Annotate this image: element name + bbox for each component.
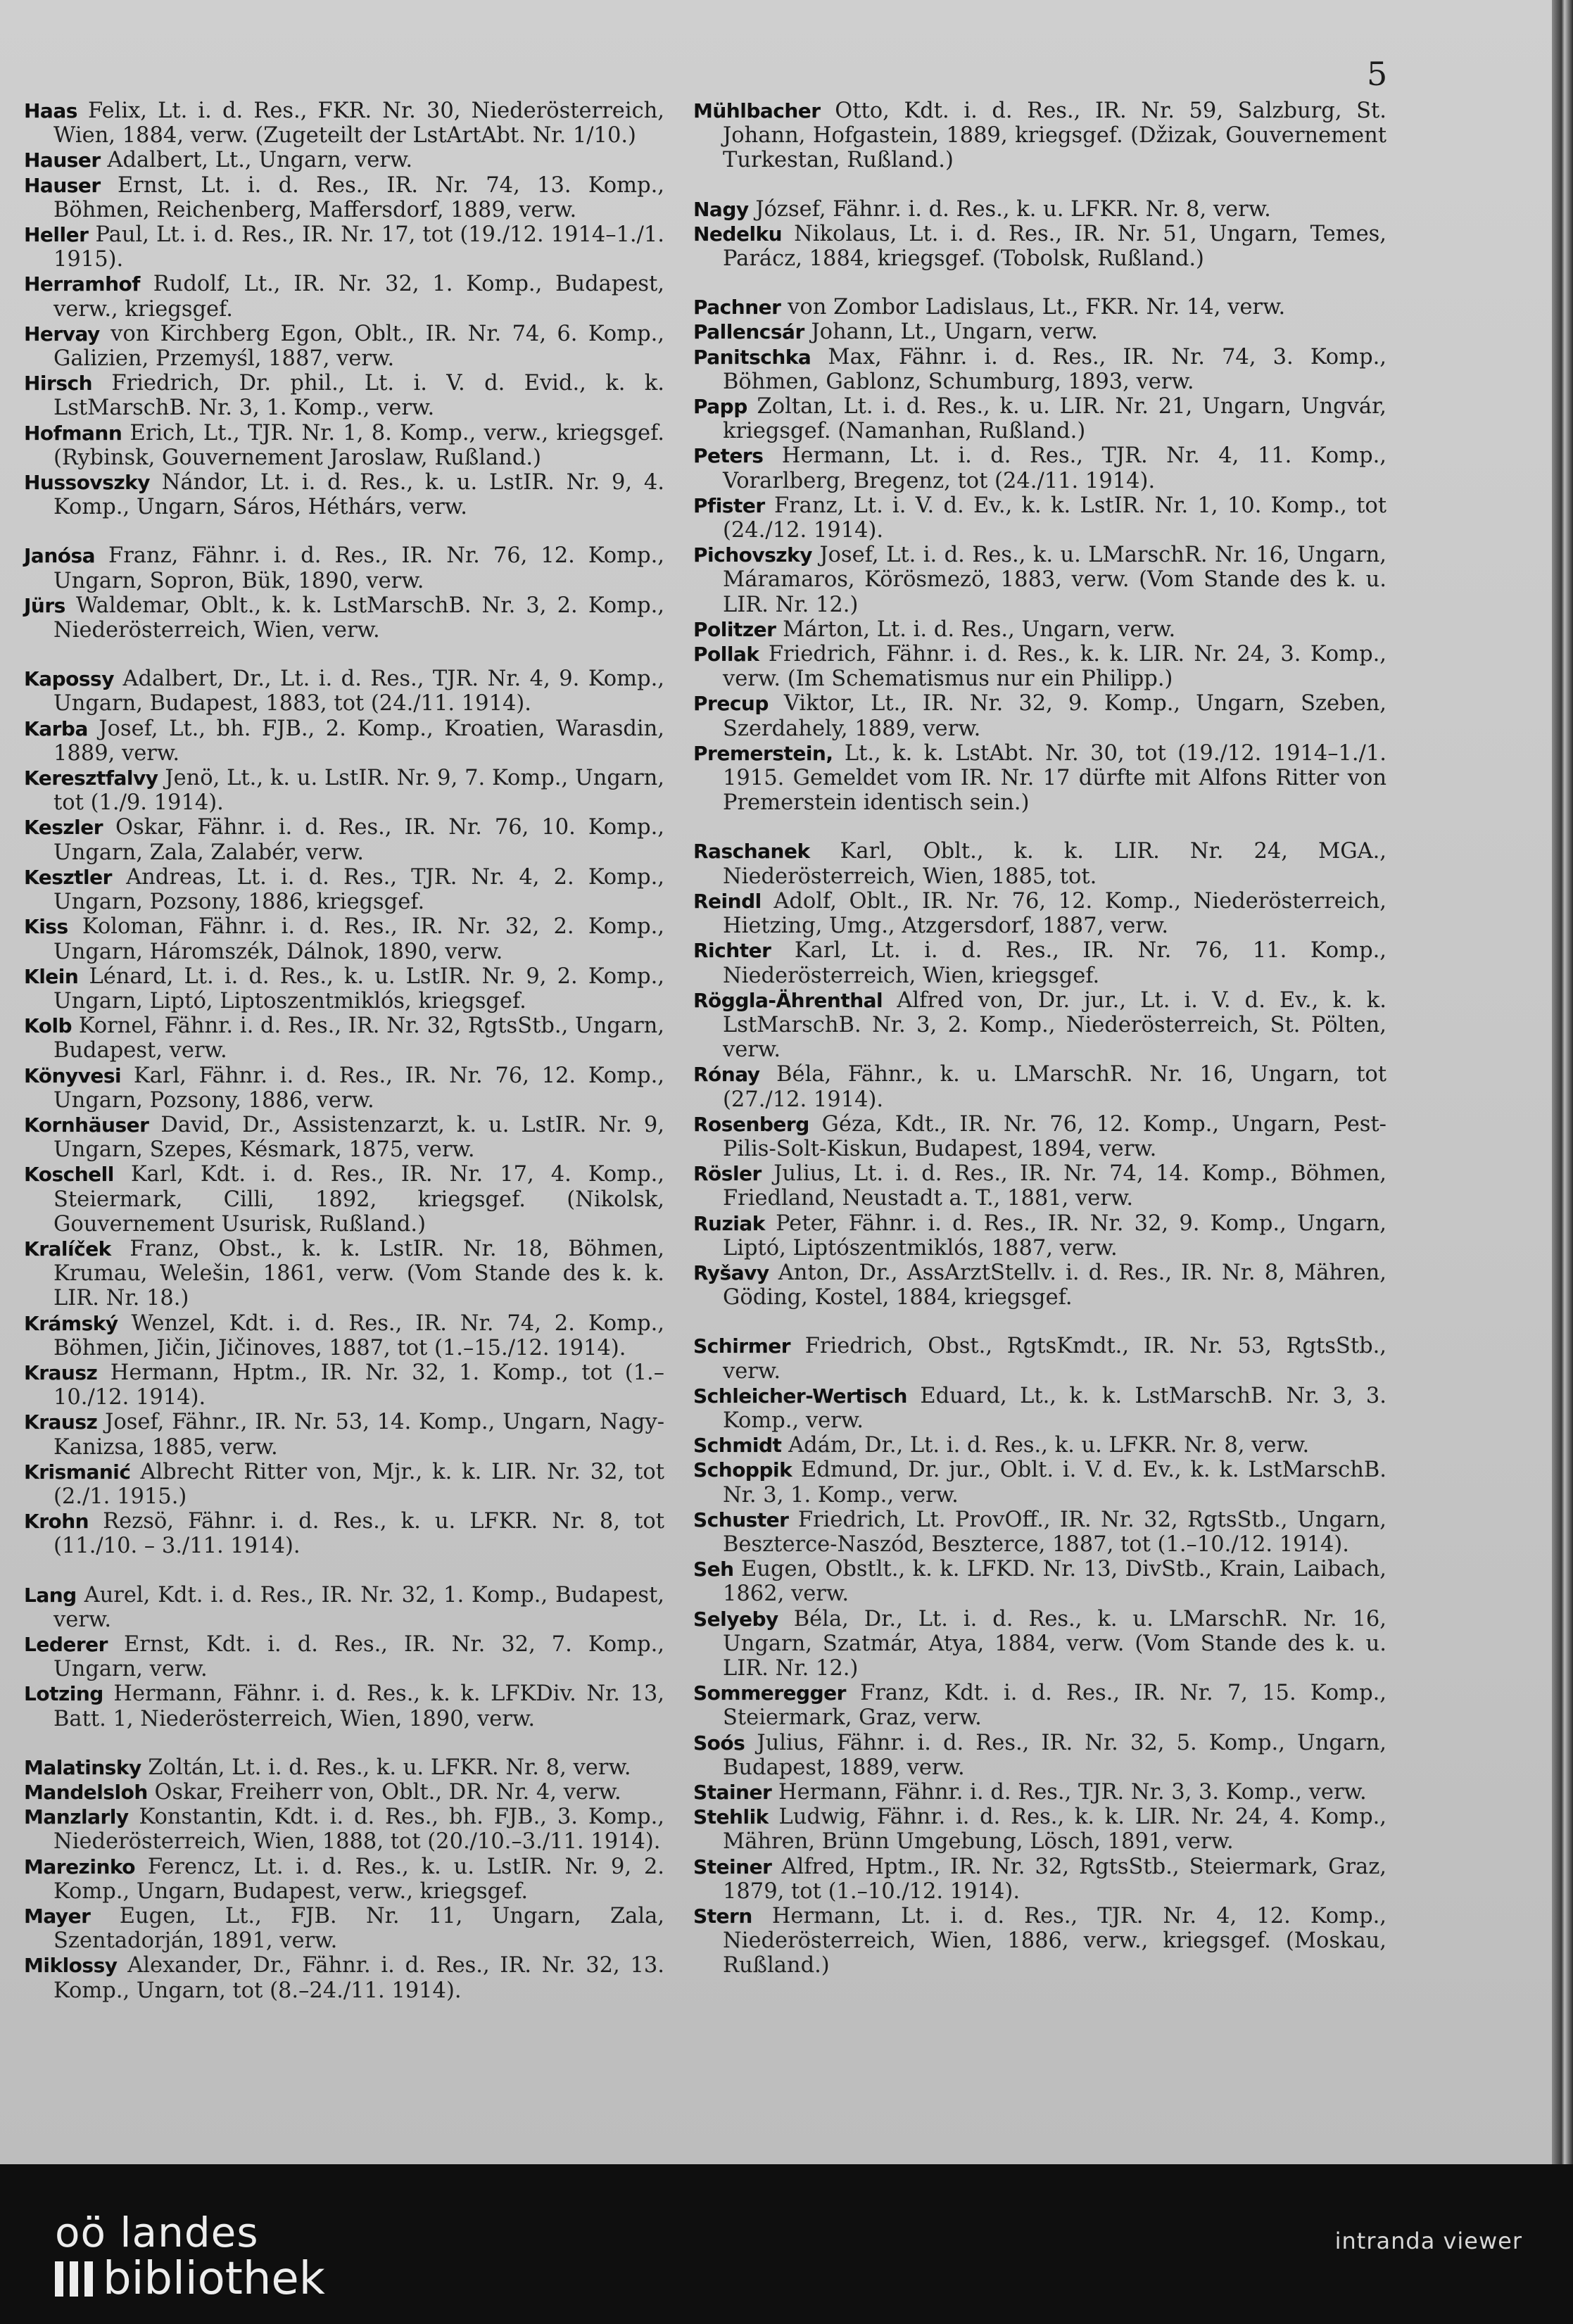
roster-entry bbox=[24, 1460, 664, 1509]
roster-entry bbox=[24, 1509, 664, 1558]
roster-entry bbox=[24, 1632, 664, 1681]
entry-details: Otto, Kdt. i. d. Res., IR. Nr. 59, Salzburg, St. Johann, Hofgastein, 1889, kriegsgef. (Džizak, Gouvernement Turkestan, Rußland.) bbox=[723, 99, 1386, 173]
entry-details: Lt., k. k. LstAbt. Nr. 30, tot (19./12. 1914–1./1. 1915. Gemeldet vom IR. Nr. 17 dürfte mit Alfons Ritter von Premerstein identisch sein.) bbox=[723, 740, 1386, 816]
roster-entry bbox=[693, 1112, 1386, 1161]
roster-entry bbox=[24, 1013, 664, 1063]
entry-surname: Kolb bbox=[24, 1014, 72, 1038]
entry-surname: Stainer bbox=[693, 1781, 772, 1804]
entry-details: Márton, Lt. i. d. Res., Ungarn, verw. bbox=[776, 617, 1176, 642]
entry-details: Adolf, Oblt., IR. Nr. 76, 12. Komp., Niederösterreich, Hietzing, Umg., Atzgersdorf, 1887, verw. bbox=[723, 888, 1386, 939]
entry-surname: Pachner bbox=[693, 296, 781, 320]
roster-entry bbox=[693, 320, 1386, 344]
roster-entry bbox=[24, 1113, 664, 1162]
entry-details: Koloman, Fähnr. i. d. Res., IR. Nr. 32, 2. Komp., Ungarn, Háromszék, Dálnok, 1890, verw. bbox=[53, 914, 664, 964]
entry-surname: Hussovszky bbox=[24, 471, 151, 495]
entry-surname: Pallencsár bbox=[693, 320, 804, 344]
roster-entry bbox=[24, 1360, 664, 1410]
roster-entry bbox=[24, 964, 664, 1013]
roster-entry bbox=[24, 667, 664, 716]
roster-entry bbox=[693, 1384, 1386, 1433]
entry-surname: Lang bbox=[24, 1583, 77, 1607]
entry-details: Adalbert, Dr., Lt. i. d. Res., TJR. Nr. 4, 9. Komp., Ungarn, Budapest, 1883, tot (24./11. 1914). bbox=[53, 667, 664, 716]
roster-entry bbox=[693, 443, 1386, 493]
roster-entry bbox=[24, 1311, 664, 1360]
roster-entry bbox=[693, 1161, 1386, 1211]
roster-entry bbox=[24, 1953, 664, 2002]
entry-details: Adalbert, Lt., Ungarn, verw. bbox=[100, 148, 413, 173]
entry-surname: Panitschka bbox=[693, 345, 811, 369]
entry-details: Josef, Lt., bh. FJB., 2. Komp., Kroatien, Warasdin, 1889, verw. bbox=[53, 716, 664, 766]
entry-details: Paul, Lt. i. d. Res., IR. Nr. 17, tot (19./12. 1914–1./1. 1915). bbox=[53, 222, 664, 272]
roster-entry bbox=[24, 865, 664, 914]
entry-details: Jenö, Lt., k. u. LstIR. Nr. 9, 7. Komp., Ungarn, tot (1./9. 1914). bbox=[53, 766, 664, 816]
roster-entry bbox=[24, 322, 664, 371]
entry-surname: Lederer bbox=[24, 1632, 108, 1656]
page-number: 5 bbox=[1367, 55, 1388, 93]
entry-details: Peter, Fähnr. i. d. Res., IR. Nr. 32, 9. Komp., Ungarn, Liptó, Liptószentmiklós, 1887, verw. bbox=[723, 1211, 1386, 1261]
roster-entry bbox=[693, 99, 1386, 173]
entry-details: Alexander, Dr., Fähnr. i. d. Res., IR. Nr. 32, 13. Komp., Ungarn, tot (8.–24./11. 1914). bbox=[53, 1953, 664, 2003]
entry-details: Max, Fähnr. i. d. Res., IR. Nr. 74, 3. Komp., Böhmen, Gablonz, Schumburg, 1893, verw. bbox=[723, 344, 1386, 394]
entry-details: Josef, Fähnr., IR. Nr. 53, 14. Komp., Ungarn, Nagy-Kanizsa, 1885, verw. bbox=[53, 1410, 664, 1460]
roster-entry bbox=[24, 470, 664, 519]
entry-surname: Hirsch bbox=[24, 372, 93, 396]
roster-entry bbox=[693, 1855, 1386, 1904]
roster-entry bbox=[693, 1458, 1386, 1507]
roster-entry bbox=[693, 617, 1386, 642]
entry-surname: Papp bbox=[693, 395, 747, 419]
viewer-label[interactable]: intranda viewer bbox=[1334, 2228, 1522, 2254]
entry-surname: Krausz bbox=[24, 1410, 98, 1434]
entry-surname: Soós bbox=[693, 1731, 745, 1755]
logo-bars-icon bbox=[55, 2261, 93, 2297]
entry-details: Franz, Lt. i. V. d. Ev., k. k. LstIR. Nr. 1, 10. Komp., tot (24./12. 1914). bbox=[723, 493, 1386, 543]
entry-surname: Politzer bbox=[693, 617, 776, 641]
roster-entry bbox=[24, 1681, 664, 1731]
entry-details: Eugen, Obstlt., k. k. LFKD. Nr. 13, DivStb., Krain, Laibach, 1862, verw. bbox=[723, 1557, 1386, 1607]
entry-details: Konstantin, Kdt. i. d. Res., bh. FJB., 3. Komp., Niederösterreich, Wien, 1888, tot (20./10.–3./11. 1914). bbox=[53, 1805, 664, 1855]
entry-details: Eugen, Lt., FJB. Nr. 11, Ungarn, Zala, Szentadorján, 1891, verw. bbox=[53, 1904, 664, 1954]
entry-details: Zoltan, Lt. i. d. Res., k. u. LIR. Nr. 21, Ungarn, Ungvár, kriegsgef. (Namanhan, Rußland.) bbox=[723, 394, 1386, 444]
roster-entry bbox=[693, 1731, 1386, 1780]
entry-details: Hermann, Lt. i. d. Res., TJR. Nr. 4, 11. Komp., Vorarlberg, Bregenz, tot (24./11. 1914). bbox=[723, 443, 1386, 493]
roster-entry bbox=[24, 272, 664, 321]
roster-entry bbox=[24, 593, 664, 643]
entry-surname: Krohn bbox=[24, 1510, 89, 1534]
entry-surname: Richter bbox=[693, 939, 771, 963]
entry-details: Ernst, Lt. i. d. Res., IR. Nr. 74, 13. Komp., Böhmen, Reichenberg, Maffersdorf, 1889, verw. bbox=[53, 172, 664, 222]
entry-surname: Mayer bbox=[24, 1905, 91, 1928]
roster-entry bbox=[693, 889, 1386, 938]
entry-details: Hermann, Hptm., IR. Nr. 32, 1. Komp., tot (1.–10./12. 1914). bbox=[53, 1360, 664, 1410]
entry-surname: Keszler bbox=[24, 816, 103, 840]
entry-details: Anton, Dr., AssArztStellv. i. d. Res., IR. Nr. 8, Mähren, Göding, Kostel, 1884, kriegsgef. bbox=[723, 1260, 1386, 1311]
roster-entry bbox=[24, 1237, 664, 1311]
roster-entry bbox=[693, 493, 1386, 543]
section-gap bbox=[24, 643, 664, 667]
roster-entry bbox=[24, 99, 664, 148]
entry-surname: Jürs bbox=[24, 593, 65, 617]
entry-details: Julius, Lt. i. d. Res., IR. Nr. 74, 14. Komp., Böhmen, Friedland, Neustadt a. T., 1881, verw. bbox=[723, 1161, 1386, 1211]
roster-entry bbox=[24, 148, 664, 172]
entry-surname: Hofmann bbox=[24, 421, 122, 445]
entry-details: Wenzel, Kdt. i. d. Res., IR. Nr. 74, 2. Komp., Böhmen, Jičin, Jičinoves, 1887, tot (1.–15./12. 1914). bbox=[53, 1311, 664, 1360]
entry-surname: Kornhäuser bbox=[24, 1113, 149, 1137]
roster-entry bbox=[693, 1904, 1386, 1978]
entry-surname: Kesztler bbox=[24, 865, 112, 889]
roster-entry bbox=[693, 222, 1386, 271]
entry-surname: Könyvesi bbox=[24, 1063, 122, 1087]
section-gap bbox=[24, 1559, 664, 1583]
entry-details: Johann, Lt., Ungarn, verw. bbox=[804, 320, 1098, 345]
entry-details: Hermann, Fähnr. i. d. Res., TJR. Nr. 3, 3. Komp., verw. bbox=[771, 1780, 1367, 1805]
entry-details: David, Dr., Assistenzarzt, k. u. LstIR. Nr. 9, Ungarn, Szepes, Késmark, 1875, verw. bbox=[53, 1112, 664, 1163]
entry-surname: Karba bbox=[24, 716, 88, 740]
entry-details: Friedrich, Obst., RgtsKmdt., IR. Nr. 53, RgtsStb., verw. bbox=[723, 1334, 1386, 1384]
section-gap bbox=[24, 1731, 664, 1755]
entry-surname: Krámský bbox=[24, 1311, 118, 1335]
entry-surname: Keresztfalvy bbox=[24, 766, 158, 790]
entry-surname: Hervay bbox=[24, 322, 100, 346]
entry-details: Lénard, Lt. i. d. Res., k. u. LstIR. Nr. 9, 2. Komp., Ungarn, Liptó, Liptoszentmiklós, kriegsgef. bbox=[53, 964, 664, 1013]
entry-surname: Ruziak bbox=[693, 1211, 765, 1235]
roster-entry bbox=[24, 222, 664, 272]
right-column bbox=[693, 99, 1386, 1978]
roster-entry bbox=[693, 295, 1386, 320]
entry-surname: Sommeregger bbox=[693, 1681, 846, 1705]
entry-details: Waldemar, Oblt., k. k. LstMarschB. Nr. 3, 2. Komp., Niederösterreich, Wien, verw. bbox=[53, 593, 664, 643]
roster-entry bbox=[693, 1211, 1386, 1261]
entry-details: Josef, Lt. i. d. Res., k. u. LMarschR. Nr. 16, Ungarn, Máramaros, Körösmezö, 1883, verw. (Vom Stande des k. u. LIR. Nr. 12.) bbox=[723, 543, 1386, 617]
page-edge bbox=[1552, 0, 1573, 2164]
entry-surname: Nagy bbox=[693, 197, 749, 221]
entry-details: Aurel, Kdt. i. d. Res., IR. Nr. 32, 1. Komp., Budapest, verw. bbox=[53, 1582, 664, 1632]
entry-surname: Hauser bbox=[24, 173, 101, 197]
roster-entry bbox=[24, 716, 664, 766]
entry-details: Nikolaus, Lt. i. d. Res., IR. Nr. 51, Ungarn, Temes, Parácz, 1884, kriegsgef. (Tobolsk, Rußland.) bbox=[723, 221, 1386, 272]
roster-entry bbox=[693, 1557, 1386, 1606]
entry-surname: Schirmer bbox=[693, 1334, 791, 1358]
entry-surname: Koschell bbox=[24, 1163, 114, 1187]
entry-surname: Manzlarly bbox=[24, 1805, 129, 1829]
entry-surname: Schuster bbox=[693, 1508, 789, 1532]
entry-details: Friedrich, Lt. ProvOff., IR. Nr. 32, RgtsStb., Ungarn, Beszterce-Naszód, Beszterce, 1887, tot (1.–10./12. 1914). bbox=[723, 1507, 1386, 1557]
roster-entry bbox=[24, 1063, 664, 1113]
entry-surname: Rösler bbox=[693, 1162, 762, 1186]
roster-entry bbox=[693, 1062, 1386, 1111]
entry-surname: Röggla-Ährenthal bbox=[693, 988, 883, 1012]
roster-entry bbox=[24, 1780, 664, 1805]
entry-details: Karl, Lt. i. d. Res., IR. Nr. 76, 11. Komp., Niederösterreich, Wien, kriegsgef. bbox=[723, 938, 1386, 988]
entry-details: von Kirchberg Egon, Oblt., IR. Nr. 74, 6. Komp., Galizien, Przemyśl, 1887, verw. bbox=[53, 321, 664, 372]
entry-details: Rudolf, Lt., IR. Nr. 32, 1. Komp., Budapest, verw., kriegsgef. bbox=[53, 272, 664, 322]
section-gap bbox=[693, 271, 1386, 295]
entry-surname: Marezinko bbox=[24, 1855, 135, 1878]
entry-details: Adám, Dr., Lt. i. d. Res., k. u. LFKR. Nr. 8, verw. bbox=[781, 1433, 1310, 1458]
entry-surname: Kiss bbox=[24, 915, 68, 939]
entry-details: József, Fähnr. i. d. Res., k. u. LFKR. Nr. 8, verw. bbox=[748, 196, 1271, 222]
entry-surname: Schmidt bbox=[693, 1434, 782, 1458]
entry-details: Erich, Lt., TJR. Nr. 1, 8. Komp., verw., kriegsgef. (Rybinsk, Gouvernement Jaroslaw, Rußland.) bbox=[53, 420, 664, 470]
roster-entry bbox=[693, 1780, 1386, 1805]
section-gap bbox=[693, 173, 1386, 197]
entry-surname: Pichovszky bbox=[693, 543, 812, 567]
entry-details: Andreas, Lt. i. d. Res., TJR. Nr. 4, 2. Komp., Ungarn, Pozsony, 1886, kriegsgef. bbox=[53, 864, 664, 915]
roster-entry bbox=[24, 1755, 664, 1780]
entry-surname: Selyeby bbox=[693, 1607, 778, 1631]
entry-details: Karl, Fähnr. i. d. Res., IR. Nr. 76, 12. Komp., Ungarn, Pozsony, 1886, verw. bbox=[53, 1063, 664, 1113]
entry-surname: Kapossy bbox=[24, 667, 114, 691]
entry-details: Felix, Lt. i. d. Res., FKR. Nr. 30, Niederösterreich, Wien, 1884, verw. (Zugeteilt der LstArtAbt. Nr. 1/10.) bbox=[53, 99, 664, 149]
entry-surname: Krausz bbox=[24, 1360, 98, 1384]
entry-details: Alfred, Hptm., IR. Nr. 32, RgtsStb., Steiermark, Graz, 1879, tot (1.–10./12. 1914). bbox=[723, 1854, 1386, 1904]
roster-entry bbox=[24, 1855, 664, 1904]
entry-surname: Reindl bbox=[693, 889, 762, 913]
entry-surname: Haas bbox=[24, 99, 77, 122]
section-gap bbox=[24, 519, 664, 543]
entry-details: Nándor, Lt. i. d. Res., k. u. LstIR. Nr. 9, 4. Komp., Ungarn, Sáros, Héthárs, verw. bbox=[53, 470, 664, 520]
roster-entry bbox=[24, 815, 664, 864]
roster-entry bbox=[24, 766, 664, 815]
library-logo[interactable] bbox=[55, 2210, 325, 2303]
entry-details: Ferencz, Lt. i. d. Res., k. u. LstIR. Nr. 9, 2. Komp., Ungarn, Budapest, verw., kriegsgef. bbox=[53, 1854, 664, 1904]
entry-details: von Zombor Ladislaus, Lt., FKR. Nr. 14, verw. bbox=[781, 295, 1286, 320]
entry-details: Franz, Kdt. i. d. Res., IR. Nr. 7, 15. Komp., Steiermark, Graz, verw. bbox=[723, 1681, 1386, 1731]
entry-surname: Miklossy bbox=[24, 1954, 118, 1978]
roster-entry bbox=[693, 543, 1386, 617]
entry-surname: Peters bbox=[693, 444, 764, 468]
entry-surname: Heller bbox=[24, 223, 89, 247]
roster-entry bbox=[693, 1433, 1386, 1458]
entry-details: Albrecht Ritter von, Mjr., k. k. LIR. Nr. 32, tot (2./1. 1915.) bbox=[53, 1459, 664, 1509]
entry-details: Béla, Fähnr., k. u. LMarschR. Nr. 16, Ungarn, tot (27./12. 1914). bbox=[723, 1062, 1386, 1112]
entry-surname: Malatinsky bbox=[24, 1755, 141, 1779]
logo-text-line2: bibliothek bbox=[103, 2253, 325, 2305]
roster-entry bbox=[693, 1805, 1386, 1854]
entry-surname: Stehlik bbox=[693, 1805, 769, 1829]
entry-surname: Rosenberg bbox=[693, 1112, 809, 1136]
roster-entry bbox=[693, 1508, 1386, 1557]
entry-details: Ernst, Kdt. i. d. Res., IR. Nr. 32, 7. Komp., Ungarn, verw. bbox=[53, 1631, 664, 1682]
entry-surname: Pfister bbox=[693, 493, 765, 517]
entry-details: Ludwig, Fähnr. i. d. Res., k. k. LIR. Nr. 24, 4. Komp., Mähren, Brünn Umgebung, Lösch, 1891, verw. bbox=[723, 1805, 1386, 1855]
roster-entry bbox=[693, 1607, 1386, 1681]
entry-surname: Seh bbox=[693, 1558, 734, 1581]
entry-details: Rezsö, Fähnr. i. d. Res., k. u. LFKR. Nr. 8, tot (11./10. – 3./11. 1914). bbox=[53, 1509, 664, 1559]
entry-surname: Janósa bbox=[24, 544, 96, 568]
entry-surname: Premerstein, bbox=[693, 741, 833, 765]
entry-surname: Rónay bbox=[693, 1063, 760, 1087]
entry-details: Friedrich, Dr. phil., Lt. i. V. d. Evid., k. k. LstMarschB. Nr. 3, 1. Komp., verw. bbox=[53, 371, 664, 421]
roster-entry bbox=[693, 741, 1386, 816]
entry-details: Franz, Fähnr. i. d. Res., IR. Nr. 76, 12. Komp., Ungarn, Sopron, Bük, 1890, verw. bbox=[53, 543, 664, 593]
roster-entry bbox=[24, 1805, 664, 1854]
entry-surname: Nedelku bbox=[693, 222, 783, 246]
entry-details: Karl, Kdt. i. d. Res., IR. Nr. 17, 4. Komp., Steiermark, Cilli, 1892, kriegsgef. (Nikolsk, Gouvernement Usurisk, Rußland.) bbox=[53, 1162, 664, 1237]
entry-details: Hermann, Fähnr. i. d. Res., k. k. LFKDiv. Nr. 13, Batt. 1, Niederösterreich, Wien, 1890, verw. bbox=[53, 1681, 664, 1731]
entry-details: Oskar, Fähnr. i. d. Res., IR. Nr. 76, 10. Komp., Ungarn, Zala, Zalabér, verw. bbox=[53, 815, 664, 865]
roster-entry bbox=[693, 345, 1386, 394]
entry-surname: Schoppik bbox=[693, 1458, 792, 1482]
roster-entry bbox=[693, 938, 1386, 987]
entry-surname: Steiner bbox=[693, 1855, 772, 1878]
roster-entry bbox=[24, 1904, 664, 1953]
roster-entry bbox=[24, 421, 664, 470]
entry-details: Friedrich, Fähnr. i. d. Res., k. k. LIR. Nr. 24, 3. Komp., verw. (Im Schematismus nur ein Philipp.) bbox=[723, 642, 1386, 692]
entry-surname: Mandelsloh bbox=[24, 1781, 148, 1804]
entry-details: Hermann, Lt. i. d. Res., TJR. Nr. 4, 12. Komp., Niederösterreich, Wien, 1886, verw., kriegsgef. (Moskau, Rußland.) bbox=[723, 1904, 1386, 1978]
roster-entry bbox=[693, 394, 1386, 443]
entry-surname: Lotzing bbox=[24, 1682, 103, 1706]
roster-entry bbox=[693, 691, 1386, 740]
left-column bbox=[24, 99, 664, 2003]
entry-details: Edmund, Dr. jur., Oblt. i. V. d. Ev., k. k. LstMarschB. Nr. 3, 1. Komp., verw. bbox=[723, 1458, 1386, 1508]
entry-details: Oskar, Freiherr von, Oblt., DR. Nr. 4, verw. bbox=[147, 1780, 621, 1805]
roster-entry bbox=[24, 914, 664, 964]
entry-details: Franz, Obst., k. k. LstIR. Nr. 18, Böhmen, Krumau, Welešin, 1861, verw. (Vom Stande des k. k. LIR. Nr. 18.) bbox=[53, 1236, 664, 1311]
entry-details: Béla, Dr., Lt. i. d. Res., k. u. LMarschR. Nr. 16, Ungarn, Szatmár, Atya, 1884, verw. (Vom Stande des k. u. LIR. Nr. 12.) bbox=[723, 1606, 1386, 1681]
entry-details: Géza, Kdt., IR. Nr. 76, 12. Komp., Ungarn, Pest-Pilis-Solt-Kiskun, Budapest, 1894, verw. bbox=[723, 1111, 1386, 1161]
logo-text-line1: oö landes bbox=[55, 2209, 259, 2256]
entry-surname: Pollak bbox=[693, 643, 759, 667]
entry-details: Julius, Fähnr. i. d. Res., IR. Nr. 32, 5. Komp., Ungarn, Budapest, 1889, verw. bbox=[723, 1730, 1386, 1780]
roster-entry bbox=[24, 173, 664, 222]
entry-surname: Krismanić bbox=[24, 1460, 131, 1484]
entry-surname: Stern bbox=[693, 1905, 752, 1928]
section-gap bbox=[693, 815, 1386, 839]
entry-details: Eduard, Lt., k. k. LstMarschB. Nr. 3, 3. Komp., verw. bbox=[723, 1383, 1386, 1433]
entry-surname: Mühlbacher bbox=[693, 99, 821, 122]
entry-surname: Hauser bbox=[24, 149, 101, 172]
logo-text-line2-row bbox=[55, 2255, 325, 2303]
entry-details: Zoltán, Lt. i. d. Res., k. u. LFKR. Nr. 8, verw. bbox=[141, 1755, 631, 1780]
entry-details: Karl, Oblt., k. k. LIR. Nr. 24, MGA., Niederösterreich, Wien, 1885, tot. bbox=[723, 839, 1386, 889]
roster-entry bbox=[693, 642, 1386, 691]
roster-entry bbox=[24, 1583, 664, 1632]
entry-details: Alfred von, Dr. jur., Lt. i. V. d. Ev., k. k. LstMarschB. Nr. 3, 2. Komp., Niederösterreich, St. Pölten, verw. bbox=[723, 987, 1386, 1063]
roster-entry bbox=[693, 1261, 1386, 1310]
entry-surname: Ryšavy bbox=[693, 1261, 769, 1284]
entry-details: Viktor, Lt., IR. Nr. 32, 9. Komp., Ungarn, Szeben, Szerdahely, 1889, verw. bbox=[723, 691, 1386, 741]
section-gap bbox=[693, 1310, 1386, 1334]
roster-entry bbox=[693, 1334, 1386, 1383]
roster-entry bbox=[24, 543, 664, 593]
roster-entry bbox=[693, 1681, 1386, 1730]
roster-entry bbox=[24, 1162, 664, 1237]
entry-surname: Raschanek bbox=[693, 840, 810, 864]
entry-surname: Kralíček bbox=[24, 1237, 111, 1261]
roster-entry bbox=[693, 988, 1386, 1063]
entry-surname: Klein bbox=[24, 964, 79, 988]
entry-surname: Schleicher-Wertisch bbox=[693, 1384, 907, 1408]
entry-surname: Herramhof bbox=[24, 272, 140, 296]
entry-surname: Precup bbox=[693, 692, 769, 716]
roster-entry bbox=[24, 371, 664, 420]
roster-entry bbox=[693, 197, 1386, 222]
entry-details: Kornel, Fähnr. i. d. Res., IR. Nr. 32, RgtsStb., Ungarn, Budapest, verw. bbox=[53, 1013, 664, 1063]
roster-entry bbox=[24, 1410, 664, 1459]
roster-entry bbox=[693, 839, 1386, 888]
